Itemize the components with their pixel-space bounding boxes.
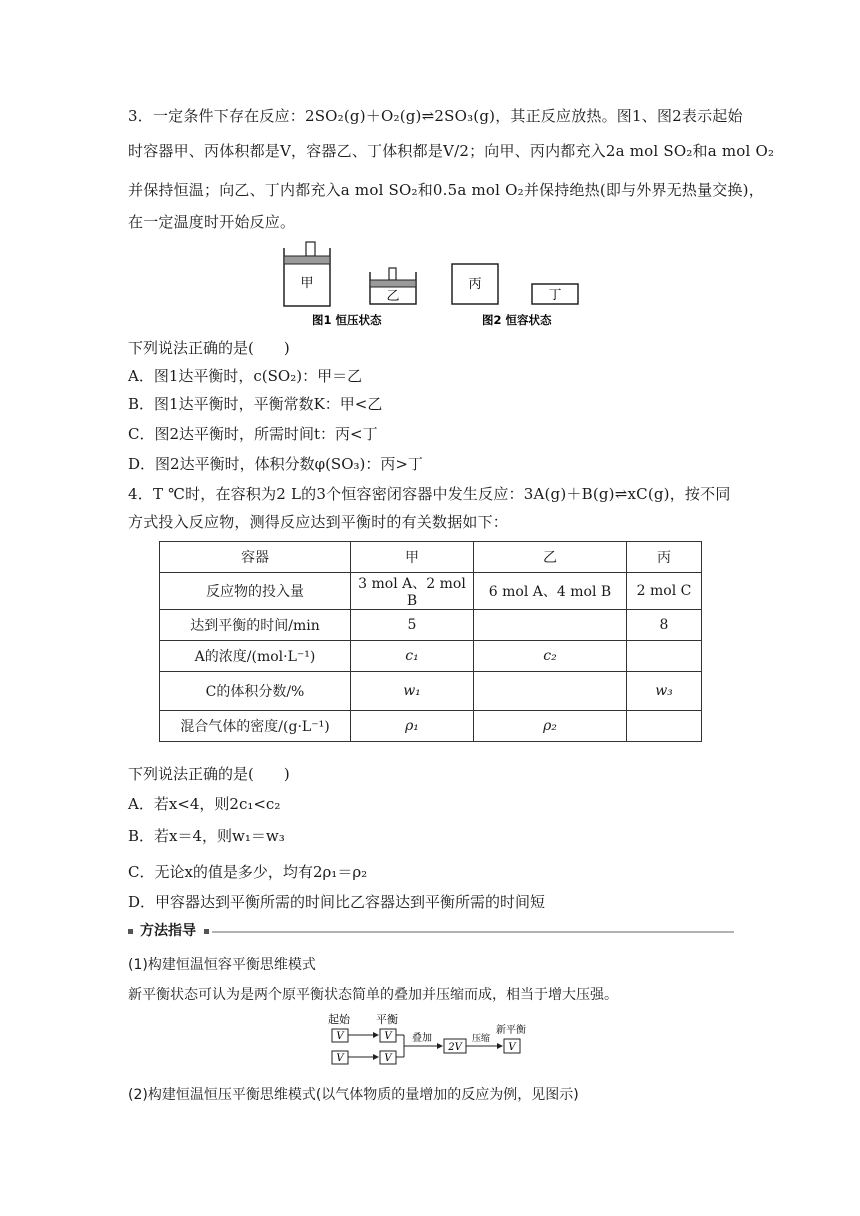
label-ding: 丁 [548,288,562,303]
method-p1-text: 新平衡状态可认为是两个原平衡状态简单的叠加并压缩而成，相当于增大压强。 [128,987,618,1003]
flow-label-eq: 平衡 [376,1013,398,1026]
method-p1-title: (1)构建恒温恒容平衡思维模式 [128,957,316,973]
flow-diagram [326,1013,546,1069]
table-row [160,672,702,711]
table-cell [474,672,627,711]
table-cell: 3 mol A、2 mol B [351,573,474,610]
table-cell: 混合气体的密度/(g·L⁻¹) [160,711,351,742]
table-cell: w₃ [627,672,702,711]
container-bing [452,264,498,304]
flow-label-neweq: 新平衡 [496,1025,526,1036]
table-cell: ρ₂ [474,711,627,742]
table-cell: 甲 [351,542,474,573]
table-cell: 达到平衡的时间/min [160,610,351,641]
table-cell: 乙 [474,542,627,573]
q4-prompt: 下列说法正确的是( ) [128,765,290,783]
q3-prompt: 下列说法正确的是( ) [128,339,290,357]
table-cell: A的浓度/(mol·L⁻¹) [160,641,351,672]
table-row [160,711,702,742]
method-p2-title: (2)构建恒温恒压平衡思维模式(以气体物质的量增加的反应为例，见图示) [128,1087,579,1103]
table-cell: c₂ [474,641,627,672]
q3-line1: 3．一定条件下存在反应：2SO₂(g)＋O₂(g)⇌2SO₃(g)，其正反应放热。图1、图2表示起始 [128,107,743,125]
q3-option-b: B．图1达平衡时，平衡常数K：甲<乙 [128,395,383,413]
label-bing: 丙 [468,277,482,292]
flow-label-stack: 叠加 [412,1033,432,1044]
label-yi: 乙 [386,289,400,304]
table-cell: 6 mol A、4 mol B [474,573,627,610]
caption-fig2: 图2 恒容状态 [482,313,552,327]
table-cell: C的体积分数/% [160,672,351,711]
section-title: 方法指导 [140,923,196,939]
section-divider [128,924,734,940]
table-cell [627,641,702,672]
table-cell: 2 mol C [627,573,702,610]
table-cell [474,610,627,641]
table-cell: c₁ [351,641,474,672]
q4-line2: 方式投入反应物，测得反应达到平衡时的有关数据如下： [128,513,509,531]
q3-option-c: C．图2达平衡时，所需时间t：丙<丁 [128,425,378,443]
q4-option-b: B．若x＝4，则w₁＝w₃ [128,827,285,845]
table-cell: 5 [351,610,474,641]
q4-option-d: D．甲容器达到平衡所需的时间比乙容器达到平衡所需的时间短 [128,893,546,911]
q4-line1: 4．T ℃时，在容积为2 L的3个恒容密闭容器中发生反应：3A(g)＋B(g)⇌xC(g)，按不同 [128,485,731,503]
q3-line3: 并保持恒温；向乙、丁内都充入a mol SO₂和0.5a mol O₂并保持绝热(即与外界无热量交换)， [128,181,764,199]
flow-v: V [336,1031,344,1042]
table-cell: 8 [627,610,702,641]
table-cell: 丙 [627,542,702,573]
flow-v: V [384,1053,392,1064]
container-ding [532,284,578,304]
q3-line2: 时容器甲、丙体积都是V，容器乙、丁体积都是V/2；向甲、丙内都充入2a mol SO₂和a mol O₂ [128,142,775,160]
q3-line4: 在一定温度时开始反应。 [128,213,296,231]
q4-option-a: A．若x<4，则2c₁<c₂ [128,795,281,813]
table-cell: 反应物的投入量 [160,573,351,610]
flow-2v: 2V [448,1042,462,1053]
figure-containers [276,240,596,334]
table-cell [627,711,702,742]
caption-fig1: 图1 恒压状态 [312,313,382,327]
table-row [160,610,702,641]
q3-option-d: D．图2达平衡时，体积分数φ(SO₃)：丙>丁 [128,455,423,473]
flow-v: V [508,1042,516,1053]
flow-v: V [384,1031,392,1042]
flow-label-start: 起始 [328,1013,350,1026]
table-row [160,573,702,610]
label-jia: 甲 [300,276,314,291]
q3-option-a: A．图1达平衡时，c(SO₂)：甲＝乙 [128,367,363,385]
table-row [160,542,702,573]
data-table [159,541,702,742]
flow-label-compress: 压缩 [472,1034,491,1044]
flow-v: V [336,1053,344,1064]
container-jia [284,242,330,306]
table-cell: ρ₁ [351,711,474,742]
container-yi [370,268,416,304]
table-cell: w₁ [351,672,474,711]
table-cell: 容器 [160,542,351,573]
table-row [160,641,702,672]
q4-option-c: C．无论x的值是多少，均有2ρ₁＝ρ₂ [128,863,368,881]
